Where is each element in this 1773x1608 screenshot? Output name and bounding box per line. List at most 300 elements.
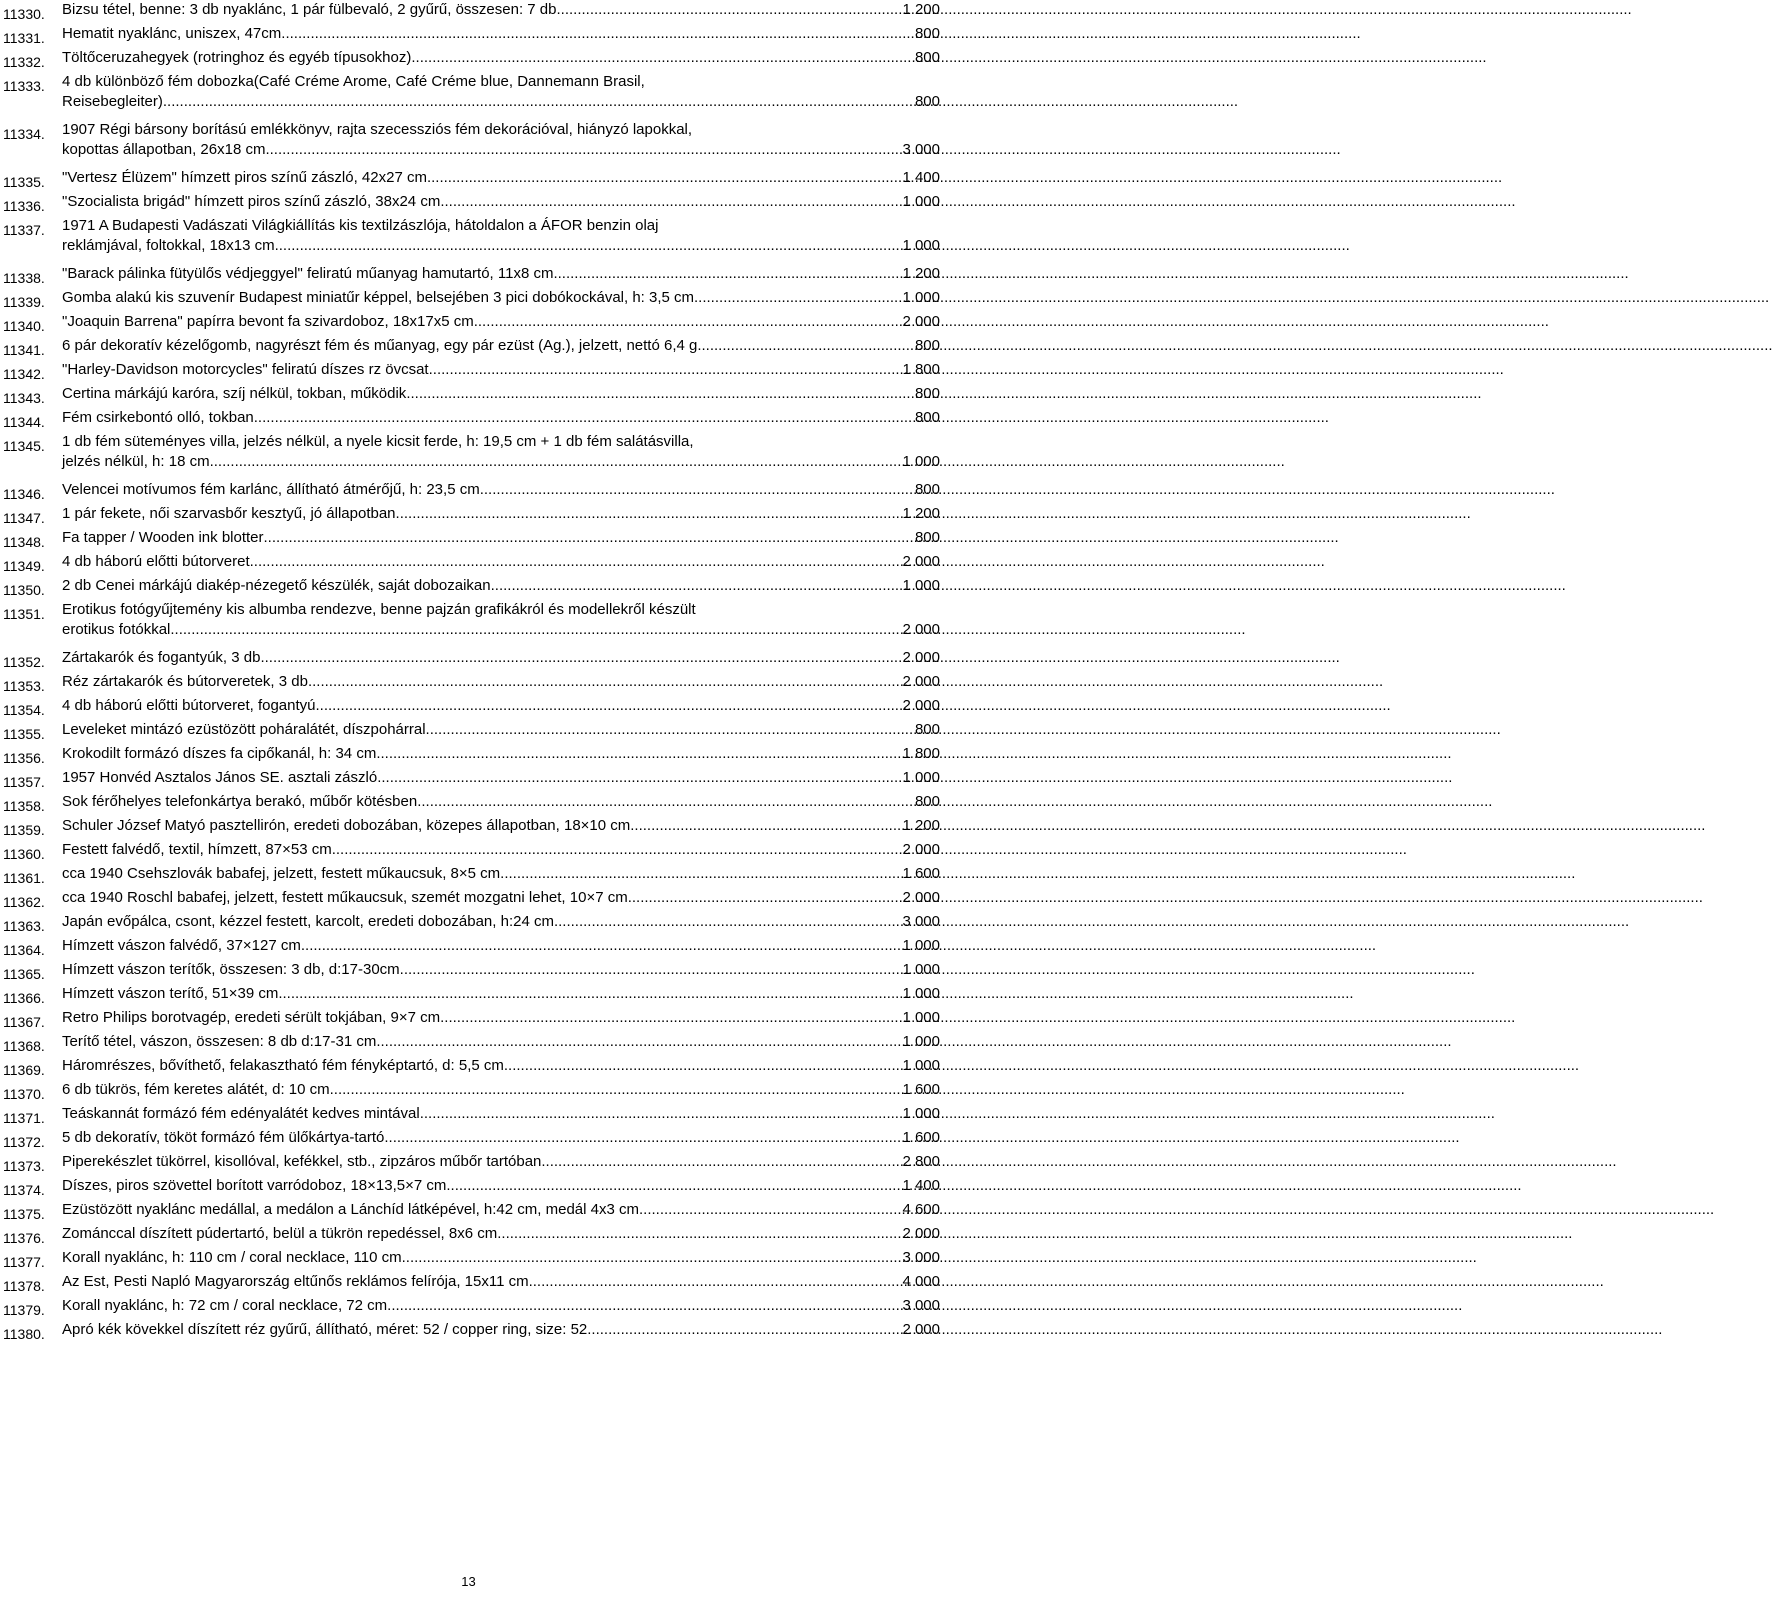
description-line (62, 1152, 940, 1172)
lot-description (62, 0, 940, 20)
lot-number: 11376. (3, 1230, 45, 1246)
lot-price: 1 000 (902, 577, 940, 594)
lot-text: Velencei motívumos fém karlánc, állítható átmérőjű, h: 23,5 cm (62, 481, 480, 498)
description-line (62, 1080, 940, 1100)
lot-description (62, 792, 940, 812)
description-line (62, 408, 940, 428)
dot-leader (308, 672, 902, 692)
lot-item (3, 1104, 940, 1128)
lot-description (62, 744, 940, 764)
dot-leader (417, 792, 915, 812)
lot-description (62, 1080, 940, 1100)
dot-leader (163, 92, 915, 112)
lot-item (3, 600, 940, 648)
dot-leader (384, 1128, 902, 1148)
lot-description (62, 696, 940, 716)
lot-item (3, 216, 940, 264)
lot-description (62, 1272, 940, 1292)
dot-leader (694, 288, 902, 308)
lot-number: 11344. (3, 414, 45, 430)
auction-catalog-list (0, 0, 960, 1344)
description-line (62, 264, 940, 284)
lot-description (62, 648, 940, 668)
description-line (62, 360, 940, 380)
lot-text: "Joaquin Barrena" papírra bevont fa szivardoboz, 18x17x5 cm (62, 313, 474, 330)
lot-description (62, 888, 940, 908)
lot-text: Fém csirkebontó olló, tokban (62, 409, 254, 426)
lot-price: 2 000 (902, 697, 940, 714)
lot-price: 1 000 (902, 453, 940, 470)
lot-price: 1 000 (902, 1057, 940, 1074)
lot-item (3, 1224, 940, 1248)
lot-item (3, 1272, 940, 1296)
lot-item (3, 648, 940, 672)
lot-text: Schuler József Matyó pasztellirón, eredeti dobozában, közepes állapotban, 18×10 cm (62, 817, 631, 834)
lot-text: Apró kék kövekkel díszített réz gyűrű, állítható, méret: 52 / copper ring, size: 52 (62, 1321, 588, 1338)
dot-leader (587, 1320, 902, 1340)
dot-leader (377, 768, 902, 788)
lot-price: 1 000 (902, 985, 940, 1002)
lot-item (3, 912, 940, 936)
lot-item (3, 672, 940, 696)
description-line (62, 1296, 940, 1316)
lot-item (3, 168, 940, 192)
lot-item (3, 576, 940, 600)
lot-number: 11333. (3, 78, 45, 94)
dot-leader (278, 984, 902, 1004)
lot-price: 1 000 (902, 289, 940, 306)
lot-text: Terítő tétel, vászon, összesen: 8 db d:17-31 cm (62, 1033, 377, 1050)
lot-description (62, 408, 940, 428)
lot-text: "Szocialista brigád" hímzett piros színű zászló, 38x24 cm (62, 193, 441, 210)
lot-item (3, 1080, 940, 1104)
lot-price: 3 000 (902, 913, 940, 930)
lot-description (62, 72, 940, 112)
lot-text: "Vertesz Élüzem" hímzett piros színű zászló, 42x27 cm (62, 169, 427, 186)
lot-description (62, 1320, 940, 1340)
lot-price: 800 (914, 337, 940, 354)
dot-leader (376, 1032, 902, 1052)
description-line (62, 960, 940, 980)
lot-price: 1 600 (902, 865, 940, 882)
lot-description (62, 528, 940, 548)
lot-description (62, 432, 940, 472)
lot-text: jelzés nélkül, h: 18 cm (62, 453, 210, 470)
lot-item (3, 864, 940, 888)
lot-item (3, 840, 940, 864)
lot-item (3, 936, 940, 960)
description-line (62, 336, 940, 356)
lot-description (62, 1008, 940, 1028)
lot-number: 11338. (3, 270, 45, 286)
lot-price: 1 600 (902, 1129, 940, 1146)
lot-description (62, 1248, 940, 1268)
description-line (62, 1032, 940, 1052)
description-line (62, 1056, 940, 1076)
dot-leader (265, 140, 902, 160)
lot-text: 5 db dekoratív, tököt formázó fém ülőkártya-tartó (62, 1129, 385, 1146)
lot-price: 2 000 (902, 649, 940, 666)
lot-text: Az Est, Pesti Napló Magyarország eltűnős reklámos felírója, 15x11 cm (62, 1273, 529, 1290)
dot-leader (420, 1104, 903, 1124)
dot-leader (553, 264, 902, 284)
lot-number: 11334. (3, 126, 45, 142)
lot-description (62, 48, 940, 68)
lot-item (3, 1296, 940, 1320)
dot-leader (630, 816, 902, 836)
lot-description (62, 936, 940, 956)
lot-text: Hematit nyaklánc, uniszex, 47cm. (62, 25, 286, 42)
lot-number: 11347. (3, 510, 45, 526)
lot-text: Leveleket mintázó ezüstözött poháralátét, díszpohárral (62, 721, 426, 738)
lot-text: Háromrészes, bővíthető, felakasztható fém fényképtartó, d: 5,5 cm (62, 1057, 504, 1074)
lot-text: 1907 Régi bársony borítású emlékkönyv, rajta szecessziós fém dekorációval, hiányzó lapokkal, (62, 121, 693, 138)
lot-number: 11368. (3, 1038, 45, 1054)
description-line (62, 984, 940, 1004)
dot-leader (210, 452, 903, 472)
lot-item (3, 984, 940, 1008)
lot-price: 800 (914, 481, 940, 498)
lot-price: 1 800 (902, 361, 940, 378)
lot-number: 11349. (3, 558, 45, 574)
dot-leader (400, 960, 903, 980)
lot-item (3, 1320, 940, 1344)
lot-item (3, 288, 940, 312)
dot-leader (697, 336, 915, 356)
lot-description (62, 576, 940, 596)
lot-item (3, 24, 940, 48)
lot-text: Retro Philips borotvagép, eredeti sérült tokjában, 9×7 cm (62, 1009, 441, 1026)
lot-number: 11373. (3, 1158, 45, 1174)
lot-price: 1 000 (902, 769, 940, 786)
dot-leader (504, 1056, 903, 1076)
lot-text: Japán evőpálca, csont, kézzel festett, karcolt, eredeti dobozában, h:24 cm (62, 913, 554, 930)
description-line (62, 1224, 940, 1244)
lot-number: 11335. (3, 174, 45, 190)
lot-number: 11380. (3, 1326, 45, 1342)
lot-description (62, 816, 940, 836)
dot-leader (426, 720, 915, 740)
dot-leader (556, 0, 902, 20)
lot-price: 800 (914, 25, 940, 42)
description-line (62, 480, 940, 500)
lot-item (3, 504, 940, 528)
lot-text: Zártakarók és fogantyúk, 3 db. (62, 649, 265, 666)
lot-number: 11359. (3, 822, 45, 838)
lot-number: 11362. (3, 894, 45, 910)
lot-number: 11374. (3, 1182, 45, 1198)
lot-number: 11352. (3, 654, 45, 670)
lot-description (62, 288, 940, 308)
lot-number: 11354. (3, 702, 45, 718)
dot-leader (402, 1248, 903, 1268)
description-line (62, 1128, 940, 1148)
lot-description (62, 264, 940, 284)
lot-price: 1 200 (902, 505, 940, 522)
lot-text: Hímzett vászon terítők, összesen: 3 db, d:17-30cm (62, 961, 400, 978)
lot-description (62, 912, 940, 932)
dot-leader (480, 480, 915, 500)
description-line (62, 192, 940, 212)
description-line (62, 384, 940, 404)
lot-description (62, 720, 940, 740)
lot-text: "Harley-Davidson motorcycles" feliratú díszes rz övcsat (62, 361, 429, 378)
lot-description (62, 336, 940, 356)
dot-leader (639, 1200, 902, 1220)
lot-price: 800 (914, 49, 940, 66)
dot-leader (254, 408, 915, 428)
lot-number: 11348. (3, 534, 45, 550)
lot-description (62, 1152, 940, 1172)
lot-number: 11343. (3, 390, 45, 406)
lot-text: Reisebegleiter) (62, 93, 163, 110)
lot-price: 2 000 (902, 553, 940, 570)
lot-text: 1971 A Budapesti Vadászati Világkiállítás kis textilzászlója, hátoldalon a ÁFOR benzin olaj (62, 217, 659, 234)
description-line (62, 600, 940, 620)
dot-leader (250, 552, 903, 572)
lot-price: 3 000 (902, 1297, 940, 1314)
dot-leader (376, 744, 902, 764)
lot-item (3, 1152, 940, 1176)
lot-price: 2 800 (902, 1153, 940, 1170)
lot-price: 2 000 (902, 889, 940, 906)
lot-number: 11367. (3, 1014, 45, 1030)
lot-number: 11371. (3, 1110, 45, 1126)
lot-number: 11360. (3, 846, 45, 862)
lot-text: Festett falvédő, textil, hímzett, 87×53 cm (62, 841, 332, 858)
lot-number: 11356. (3, 750, 45, 766)
dot-leader (332, 840, 903, 860)
lot-description (62, 192, 940, 212)
lot-text: Díszes, piros szövettel borított varródoboz, 18×13,5×7 cm (62, 1177, 447, 1194)
lot-price: 2 000 (902, 673, 940, 690)
lot-number: 11339. (3, 294, 45, 310)
description-line (62, 1176, 940, 1196)
lot-item (3, 408, 940, 432)
lot-number: 11358. (3, 798, 45, 814)
lot-description (62, 960, 940, 980)
lot-price: 1 000 (902, 193, 940, 210)
lot-text: cca 1940 Csehszlovák babafej, jelzett, festett műkaucsuk, 8×5 cm (62, 865, 501, 882)
description-line (62, 620, 940, 640)
lot-text: reklámjával, foltokkal, 18x13 cm (62, 237, 275, 254)
lot-number: 11361. (3, 870, 45, 886)
lot-text: Bizsu tétel, benne: 3 db nyaklánc, 1 pár fülbevaló, 2 gyűrű, összesen: 7 db (62, 1, 557, 18)
lot-number: 11342. (3, 366, 45, 382)
description-line (62, 24, 940, 44)
lot-item (3, 720, 940, 744)
lot-description (62, 672, 940, 692)
lot-price: 2 000 (902, 313, 940, 330)
description-line (62, 288, 940, 308)
lot-item (3, 1008, 940, 1032)
dot-leader (427, 168, 902, 188)
lot-number: 11375. (3, 1206, 45, 1222)
lot-price: 3 000 (902, 1249, 940, 1266)
dot-leader (396, 504, 903, 524)
lot-text: Piperekészlet tükörrel, kisollóval, kefékkel, stb., zipzáros műbőr tartóban (62, 1153, 542, 1170)
lot-price: 3 000 (902, 141, 940, 158)
lot-number: 11340. (3, 318, 45, 334)
lot-text: 4 db különböző fém dobozka(Café Créme Arome, Café Créme blue, Dannemann Brasil, (62, 73, 645, 90)
lot-number: 11331. (3, 30, 45, 46)
lot-number: 11379. (3, 1302, 45, 1318)
dot-leader (628, 888, 903, 908)
dot-leader (541, 1152, 902, 1172)
dot-leader (301, 936, 903, 956)
description-line (62, 140, 940, 160)
lot-text: Teáskannát formázó fém edényalátét kedves mintával (62, 1105, 420, 1122)
lot-item (3, 744, 940, 768)
lot-number: 11353. (3, 678, 45, 694)
description-line (62, 432, 940, 452)
lot-item (3, 0, 940, 24)
lot-price: 800 (914, 385, 940, 402)
lot-item (3, 432, 940, 480)
lot-text: 6 pár dekoratív kézelőgomb, nagyrészt fém és műanyag, egy pár ezüst (Ag.), jelzett, nettó 6,4 g (62, 337, 698, 354)
lot-number: 11337. (3, 222, 45, 238)
description-line (62, 72, 940, 92)
lot-description (62, 768, 940, 788)
dot-leader (429, 360, 903, 380)
lot-text: Réz zártakarók és bútorveretek, 3 db (62, 673, 308, 690)
lot-text: Gomba alakú kis szuvenír Budapest miniatűr képpel, belsejében 3 pici dobókockával, h: 3,5 cm (62, 289, 695, 306)
lot-price: 1 400 (902, 1177, 940, 1194)
lot-item (3, 192, 940, 216)
dot-leader (446, 1176, 902, 1196)
lot-text: 6 db tükrös, fém keretes alátét, d: 10 cm (62, 1081, 330, 1098)
lot-text: Erotikus fotógyűjtemény kis albumba rendezve, benne pajzán grafikákról és modellekről készült (62, 601, 696, 618)
lot-item (3, 1200, 940, 1224)
lot-description (62, 504, 940, 524)
description-line (62, 888, 940, 908)
lot-text: Hímzett vászon falvédő, 37×127 cm (62, 937, 301, 954)
description-line (62, 840, 940, 860)
lot-item (3, 360, 940, 384)
lot-description (62, 1104, 940, 1124)
lot-price: 1 200 (902, 817, 940, 834)
lot-item (3, 552, 940, 576)
lot-description (62, 168, 940, 188)
lot-number: 11351. (3, 606, 45, 622)
lot-item (3, 1032, 940, 1056)
lot-text: Fa tapper / Wooden ink blotter (62, 529, 264, 546)
description-line (62, 452, 940, 472)
lot-price: 2 000 (902, 841, 940, 858)
lot-item (3, 888, 940, 912)
lot-description (62, 840, 940, 860)
lot-item (3, 960, 940, 984)
lot-text: 1 db fém süteményes villa, jelzés nélkül, a nyele kicsit ferde, h: 19,5 cm + 1 db fém salátásvilla, (62, 433, 694, 450)
lot-item (3, 264, 940, 288)
dot-leader (330, 1080, 903, 1100)
dot-leader (285, 24, 915, 44)
lot-description (62, 1176, 940, 1196)
description-line (62, 864, 940, 884)
description-line (62, 120, 940, 140)
lot-description (62, 1296, 940, 1316)
lot-price: 1 400 (902, 169, 940, 186)
lot-text: Certina márkájú karóra, szíj nélkül, tokban, működik (62, 385, 407, 402)
lot-price: 800 (914, 93, 940, 110)
lot-item (3, 816, 940, 840)
lot-description (62, 1128, 940, 1148)
description-line (62, 912, 940, 932)
description-line (62, 1248, 940, 1268)
description-line (62, 92, 940, 112)
lot-item (3, 1056, 940, 1080)
lot-price: 800 (914, 409, 940, 426)
dot-leader (170, 620, 902, 640)
lot-text: Töltőceruzahegyek (rotringhoz és egyéb típusokhoz) (62, 49, 412, 66)
lot-text: 2 db Cenei márkájú diakép-nézegető készülék, saját dobozaikan (62, 577, 491, 594)
lot-price: 1 600 (902, 1081, 940, 1098)
description-line (62, 696, 940, 716)
lot-price: 1 200 (902, 1, 940, 18)
dot-leader (474, 312, 903, 332)
description-line (62, 720, 940, 740)
lot-description (62, 1224, 940, 1244)
description-line (62, 1008, 940, 1028)
description-line (62, 648, 940, 668)
description-line (62, 1272, 940, 1292)
lot-description (62, 1056, 940, 1076)
lot-number: 11345. (3, 438, 45, 454)
lot-number: 11369. (3, 1062, 45, 1078)
lot-item (3, 768, 940, 792)
lot-price: 1 800 (902, 745, 940, 762)
lot-text: erotikus fotókkal (62, 621, 171, 638)
lot-item (3, 792, 940, 816)
lot-description (62, 384, 940, 404)
lot-price: 2 000 (902, 1225, 940, 1242)
description-line (62, 744, 940, 764)
lot-text: 1957 Honvéd Asztalos János SE. asztali zászló (62, 769, 378, 786)
lot-text: Sok férőhelyes telefonkártya berakó, műbőr kötésben (62, 793, 418, 810)
lot-text: Hímzett vászon terítő, 51×39 cm (62, 985, 279, 1002)
lot-number: 11363. (3, 918, 45, 934)
lot-item (3, 528, 940, 552)
lot-description (62, 120, 940, 160)
lot-description (62, 864, 940, 884)
lot-price: 4 000 (902, 1273, 940, 1290)
lot-description (62, 216, 940, 256)
lot-price: 4 600 (902, 1201, 940, 1218)
dot-leader (411, 48, 915, 68)
lot-text: "Barack pálinka fütyülős védjeggyel" feliratú műanyag hamutartó, 11x8 cm (62, 265, 554, 282)
lot-text: Ezüstözött nyaklánc medállal, a medálon a Lánchíd látképével, h:42 cm, medál 4x3 cm (62, 1201, 639, 1218)
lot-price: 1 000 (902, 237, 940, 254)
lot-number: 11332. (3, 54, 45, 70)
dot-leader (500, 864, 902, 884)
lot-text: kopottas állapotban, 26x18 cm (62, 141, 266, 158)
description-line (62, 576, 940, 596)
lot-price: 800 (914, 721, 940, 738)
lot-number: 11378. (3, 1278, 45, 1294)
lot-text: 1 pár fekete, női szarvasbőr kesztyű, jó állapotban (62, 505, 396, 522)
description-line (62, 504, 940, 524)
lot-item (3, 1176, 940, 1200)
lot-text: cca 1940 Roschl babafej, jelzett, festett műkaucsuk, szemét mozgatni lehet, 10×7 cm (62, 889, 628, 906)
lot-price: 1 000 (902, 1105, 940, 1122)
lot-price: 800 (914, 529, 940, 546)
lot-item (3, 1248, 940, 1272)
lot-item (3, 72, 940, 120)
lot-description (62, 552, 940, 572)
description-line (62, 168, 940, 188)
lot-number: 11336. (3, 198, 45, 214)
lot-number: 11330. (3, 6, 45, 22)
